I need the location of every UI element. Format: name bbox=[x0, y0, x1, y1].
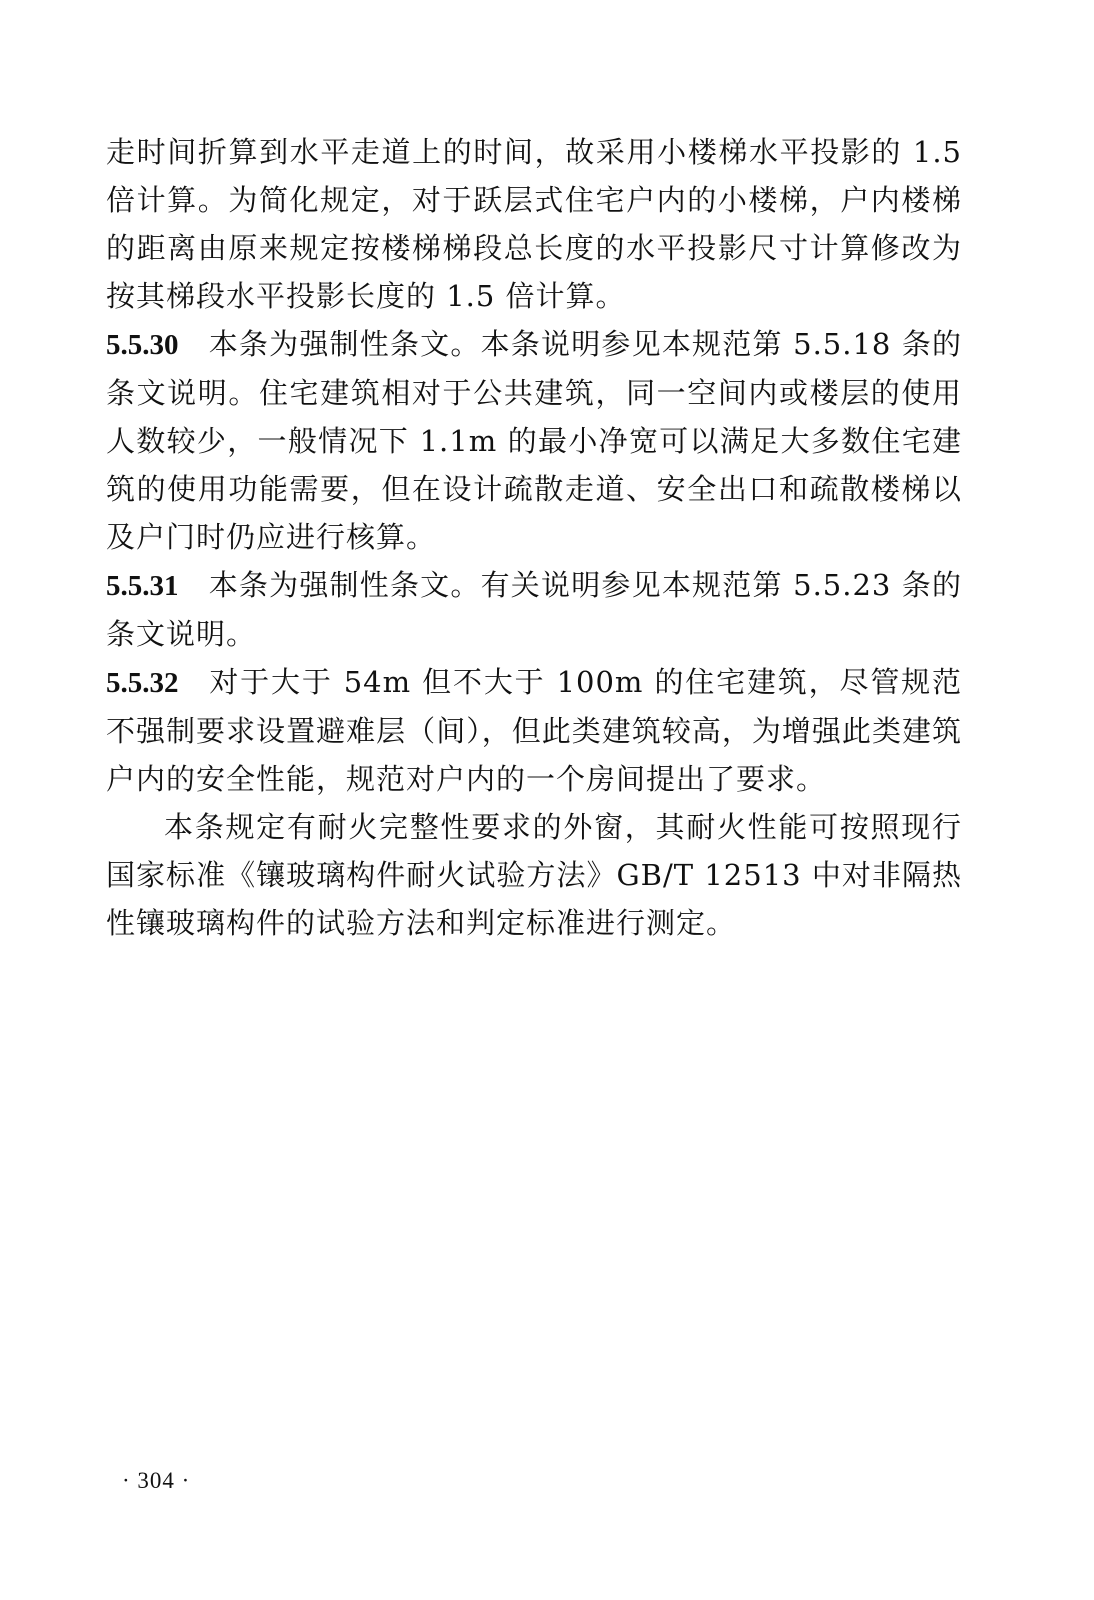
clause-text: 本条为强制性条文。本条说明参见本规范第 5.5.18 条的条文说明。住宅建筑相对于公共建筑，同一空间内或楼层的使用人数较少，一般情况下 1.1m 的最小净宽可以满足大多数住宅建筑的使用功能需要，但在设计疏散走道、安全出口和疏散楼梯以及户门时仍应进行核算。 bbox=[106, 327, 962, 554]
page-number: · 304 · bbox=[122, 1468, 191, 1493]
paragraph-window-fire-resistance: 本条规定有耐火完整性要求的外窗，其耐火性能可按照现行国家标准《镶玻璃构件耐火试验方法》GB/T 12513 中对非隔热性镶玻璃构件的试验方法和判定标准进行测定。 bbox=[106, 810, 962, 940]
page-body bbox=[106, 128, 962, 947]
clause-5-5-31 bbox=[106, 561, 962, 658]
clause-number: 5.5.31 bbox=[106, 570, 179, 602]
clause-text: 本条为强制性条文。有关说明参见本规范第 5.5.23 条的条文说明。 bbox=[106, 568, 962, 651]
clause-5-5-30 bbox=[106, 320, 962, 561]
clause-number: 5.5.32 bbox=[106, 667, 179, 699]
clause-5-5-32 bbox=[106, 658, 962, 803]
paragraph-continuation: 走时间折算到水平走道上的时间，故采用小楼梯水平投影的 1.5 倍计算。为简化规定，对于跃层式住宅户内的小楼梯，户内楼梯的距离由原来规定按楼梯梯段总长度的水平投影尺寸计算修改为按其梯段水平投影长度的 1.5 倍计算。 bbox=[106, 135, 962, 313]
clause-text: 对于大于 54m 但不大于 100m 的住宅建筑，尽管规范不强制要求设置避难层（间），但此类建筑较高，为增强此类建筑户内的安全性能，规范对户内的一个房间提出了要求。 bbox=[106, 665, 962, 796]
clause-number: 5.5.30 bbox=[106, 329, 179, 361]
